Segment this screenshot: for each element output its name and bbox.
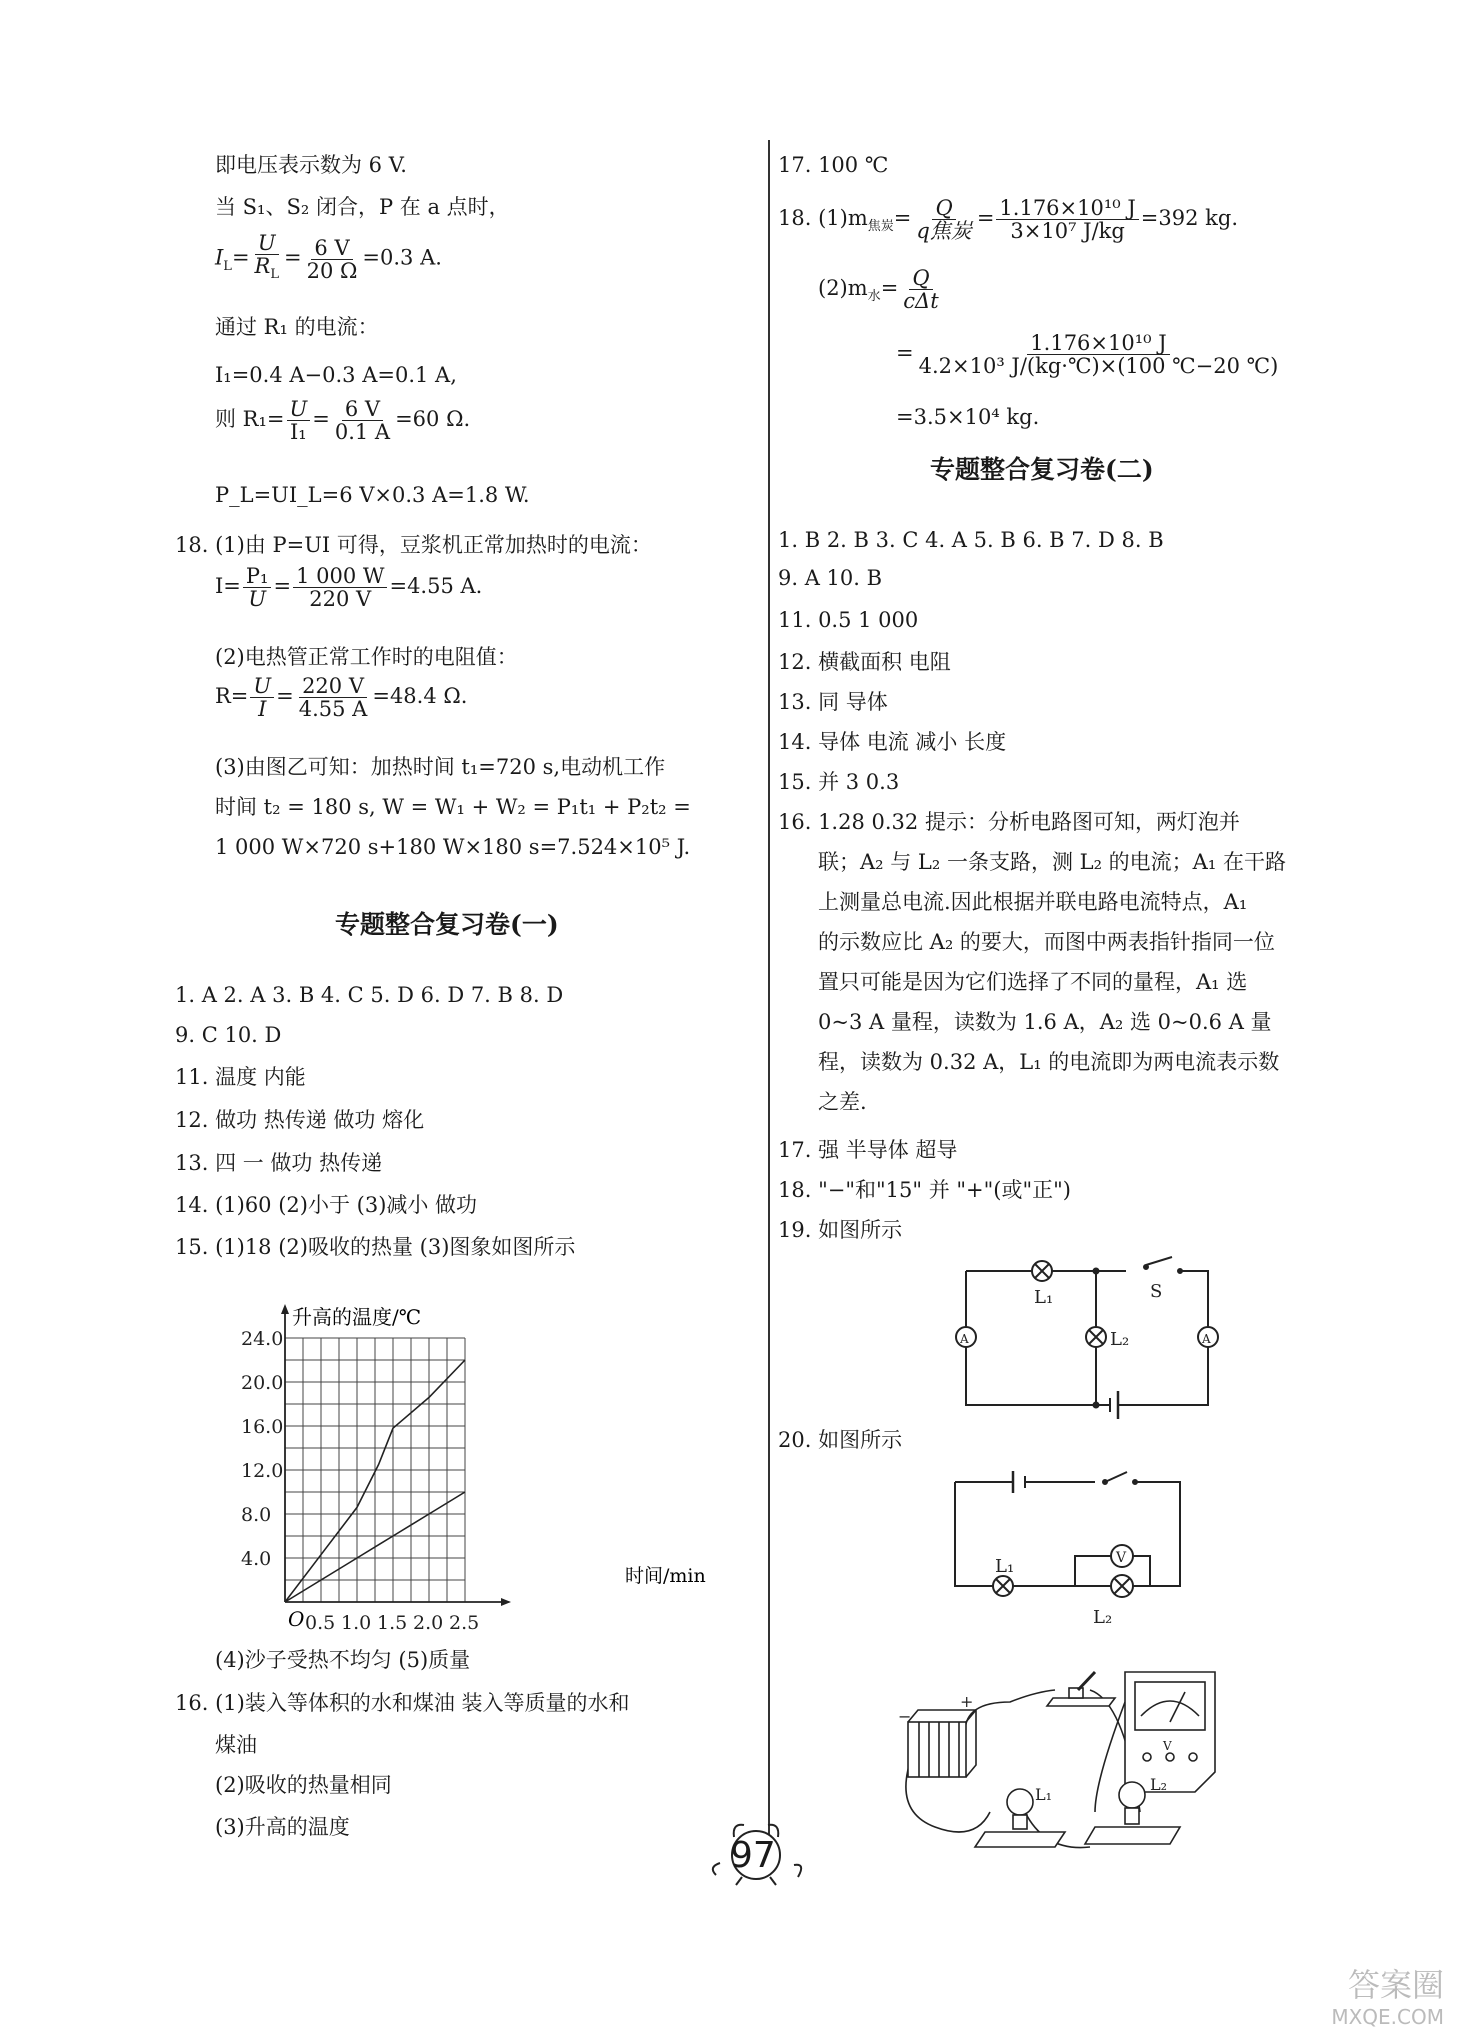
answer-line: (4)沙子受热不均匀 (5)质量 bbox=[215, 1648, 471, 1672]
text-line: =3.5×10⁴ kg. bbox=[896, 405, 1040, 429]
svg-text:L₁: L₁ bbox=[1035, 1785, 1053, 1804]
formula-line: $(2)m_水=$ Q cΔt bbox=[818, 266, 939, 313]
y-tick-label: 16.0 bbox=[241, 1416, 284, 1438]
watermark-url: MXQE.COM bbox=[1331, 2005, 1444, 2029]
text-line: 1 000 W×720 s+180 W×180 s=7.524×10⁵ J. bbox=[215, 835, 691, 859]
answer-line: 18. "−"和"15" 并 "+"(或"正") bbox=[778, 1178, 1071, 1202]
answer-line: 1. B 2. B 3. C 4. A 5. B 6. B 7. D 8. B bbox=[778, 528, 1164, 552]
x-tick-label: 1.0 bbox=[341, 1612, 372, 1634]
answer-line: 13. 四 一 做功 热传递 bbox=[175, 1151, 383, 1175]
column-divider bbox=[768, 140, 770, 1860]
formula-line: I= $\frac{\text{P₁}}{U}$ = $\frac{1 000 W}{220 V}$ =4.55 A. bbox=[215, 564, 483, 611]
y-tick-label: 8.0 bbox=[241, 1504, 272, 1526]
answer-line: 11. 0.5 1 000 bbox=[778, 608, 919, 632]
circuit-physical-diagram bbox=[895, 1662, 1235, 1872]
answer-line: 14. (1)60 (2)小于 (3)减小 做功 bbox=[175, 1193, 478, 1217]
question-18: 18. (1)由 P=UI 可得，豆浆机正常加热时的电流： bbox=[175, 533, 652, 557]
answer-line: 17. 100 ℃ bbox=[778, 153, 889, 177]
answer-line: 14. 导体 电流 减小 长度 bbox=[778, 730, 1007, 754]
answer-line: 程，读数为 0.32 A，L₁ 的电流即为两电流表示数 bbox=[818, 1050, 1280, 1074]
svg-text:L₂: L₂ bbox=[1150, 1775, 1168, 1794]
x-tick-label: 2.5 bbox=[449, 1612, 480, 1634]
circuit-diagram-1 bbox=[950, 1255, 1230, 1420]
svg-text:−: − bbox=[898, 1707, 912, 1726]
section-title-2: 专题整合复习卷(二) bbox=[930, 455, 1154, 484]
svg-text:A: A bbox=[960, 1332, 969, 1346]
svg-text:V: V bbox=[1116, 1550, 1127, 1566]
y-axis-arrow bbox=[281, 1304, 289, 1314]
y-tick-label: 12.0 bbox=[241, 1460, 284, 1482]
answer-line: 20. 如图所示 bbox=[778, 1428, 903, 1452]
answer-line: 11. 温度 内能 bbox=[175, 1065, 306, 1089]
answer-line: 1. A 2. A 3. B 4. C 5. D 6. D 7. B 8. D bbox=[175, 983, 564, 1007]
text-line: (2)电热管正常工作时的电阻值： bbox=[215, 645, 518, 669]
answer-line: 0~3 A 量程，读数为 1.6 A，A₂ 选 0~0.6 A 量 bbox=[818, 1010, 1272, 1034]
answer-line: 12. 横截面积 电阻 bbox=[778, 650, 951, 674]
answer-line: (3)升高的温度 bbox=[215, 1815, 350, 1839]
answer-line: (2)吸收的热量相同 bbox=[215, 1773, 392, 1797]
svg-text:+: + bbox=[960, 1692, 974, 1711]
formula-line: 18. $(1)m_{焦炭}=$ Q q焦炭 = $\frac{\text{1.176×10¹⁰ J}}{\text{3×10⁷ J/kg}}$ =392 kg. bbox=[778, 196, 1238, 243]
svg-text:L₁: L₁ bbox=[995, 1556, 1015, 1577]
page-number: 97 bbox=[730, 1835, 776, 1876]
answer-line: 煤油 bbox=[215, 1733, 257, 1757]
answer-line: 16. 1.28 0.32 提示：分析电路图可知，两灯泡并 bbox=[778, 810, 1240, 834]
formula-line: 则 R₁= $\frac{U}{\text{I₁}}$ = $\frac{6 V}{0.1 A}$ =60 Ω. bbox=[215, 397, 471, 444]
text-line: (3)由图乙可知：加热时间 t₁=720 s,电动机工作 bbox=[215, 755, 666, 779]
x-axis-label: 时间/min bbox=[625, 1565, 706, 1587]
text-line: 通过 R₁ 的电流： bbox=[215, 315, 379, 339]
answer-line: 15. 并 3 0.3 bbox=[778, 770, 900, 794]
formula-line: = $\frac{\text{1.176×10¹⁰ J}}{\text{4.2×10³ J/(kg·℃)×(100 ℃−20 ℃)}}$ bbox=[896, 331, 1279, 378]
answer-line: 15. (1)18 (2)吸收的热量 (3)图象如图所示 bbox=[175, 1235, 576, 1259]
answer-line: 19. 如图所示 bbox=[778, 1218, 903, 1242]
answer-line: 9. A 10. B bbox=[778, 566, 883, 590]
watermark-logo: 答案圈 bbox=[1347, 1966, 1444, 2004]
text-line: I₁=0.4 A−0.3 A=0.1 A, bbox=[215, 363, 457, 387]
circuit-diagram-2 bbox=[945, 1468, 1190, 1628]
y-axis-label: 升高的温度/℃ bbox=[292, 1305, 422, 1329]
origin-label: O bbox=[288, 1607, 305, 1631]
answer-line: 之差. bbox=[818, 1090, 867, 1114]
x-tick-label: 1.5 bbox=[377, 1612, 408, 1634]
x-tick-label: 2.0 bbox=[413, 1612, 444, 1634]
answer-line: 13. 同 导体 bbox=[778, 690, 888, 714]
text-line: 时间 t₂ = 180 s, W = W₁ + W₂ = P₁t₁ + P₂t₂ = bbox=[215, 795, 691, 819]
x-axis-arrow bbox=[501, 1598, 511, 1606]
answer-line: 置只可能是因为它们选择了不同的量程，A₁ 选 bbox=[818, 970, 1248, 994]
svg-text:S: S bbox=[1150, 1281, 1163, 1302]
text-line: 即电压表示数为 6 V. bbox=[215, 153, 407, 177]
answer-line: 的示数应比 A₂ 的要大，而图中两表指针指同一位 bbox=[818, 930, 1275, 954]
svg-text:L₂: L₂ bbox=[1110, 1329, 1130, 1350]
answer-line: 9. C 10. D bbox=[175, 1023, 282, 1047]
y-tick-label: 24.0 bbox=[241, 1328, 284, 1350]
y-tick-label: 20.0 bbox=[241, 1372, 284, 1394]
y-tick-label: 4.0 bbox=[241, 1548, 272, 1570]
answer-line: 联；A₂ 与 L₂ 一条支路，测 L₂ 的电流；A₁ 在干路 bbox=[818, 850, 1286, 874]
answer-line: 12. 做功 热传递 做功 熔化 bbox=[175, 1108, 425, 1132]
answer-line: 17. 强 半导体 超导 bbox=[778, 1138, 958, 1162]
formula-line: R= $\frac{U}{I}$ = $\frac{220 V}{4.55 A}$ =48.4 Ω. bbox=[215, 674, 468, 721]
section-title-1: 专题整合复习卷(一) bbox=[335, 910, 559, 939]
text-line: P_L=UI_L=6 V×0.3 A=1.8 W. bbox=[215, 483, 530, 507]
svg-text:L₂: L₂ bbox=[1093, 1607, 1113, 1628]
formula-line: $I_L=$ $\frac{U}{R_L}$ = $\frac{6 V}{20 \Omega}$ =0.3 A. bbox=[215, 231, 442, 283]
svg-text:V: V bbox=[1163, 1739, 1172, 1753]
temperature-chart bbox=[240, 1290, 720, 1655]
svg-text:L₁: L₁ bbox=[1034, 1287, 1054, 1308]
answer-line: 上测量总电流.因此根据并联电路电流特点，A₁ bbox=[818, 890, 1248, 914]
answer-line: 16. (1)装入等体积的水和煤油 装入等质量的水和 bbox=[175, 1691, 630, 1715]
text-line: 当 S₁、S₂ 闭合，P 在 a 点时， bbox=[215, 195, 510, 219]
svg-text:A: A bbox=[1202, 1332, 1211, 1346]
x-tick-label: 0.5 bbox=[305, 1612, 336, 1634]
